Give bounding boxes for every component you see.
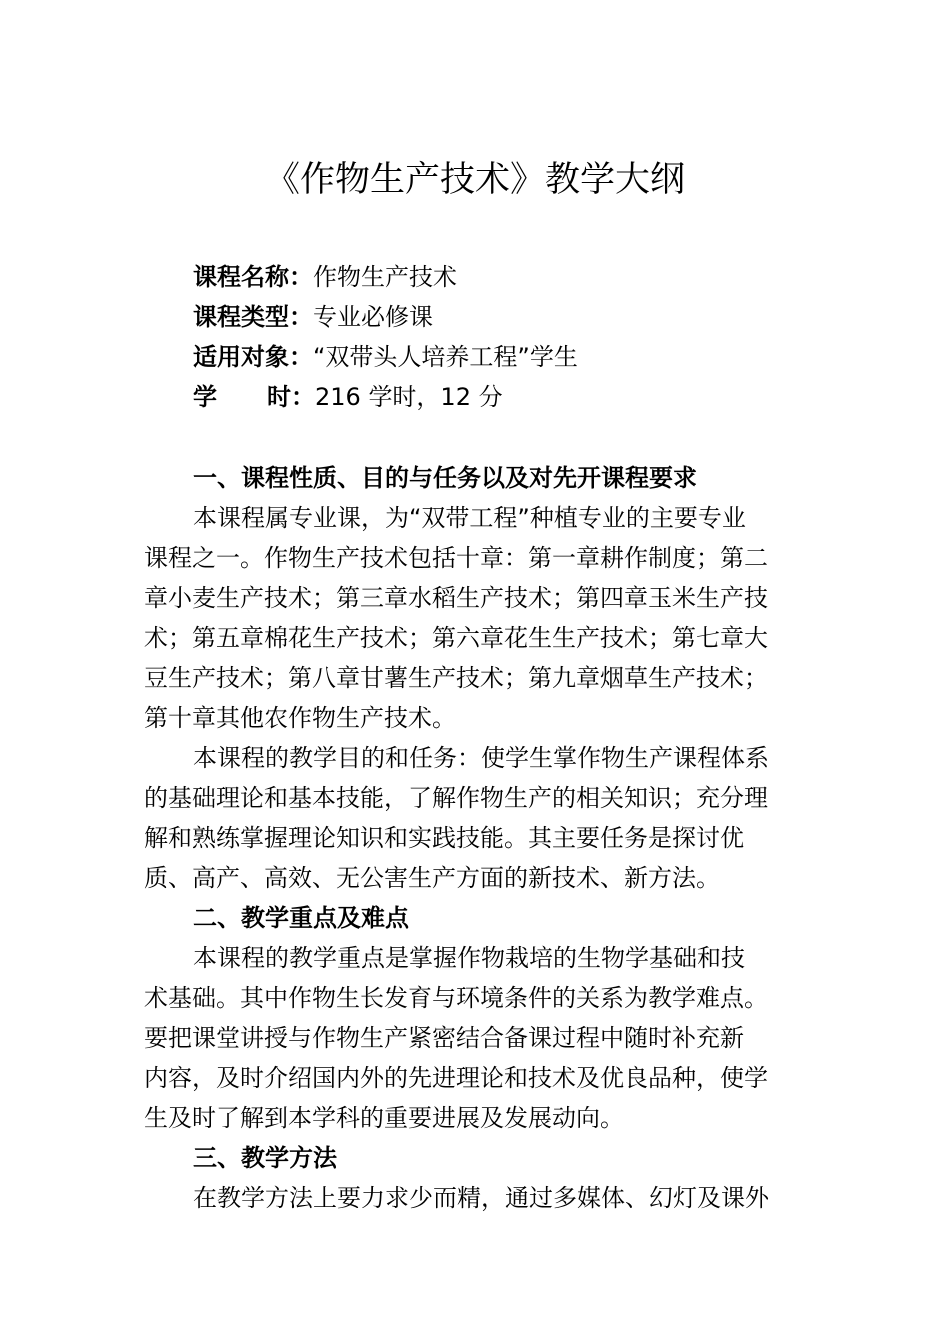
- target-audience-label: 适用对象：: [193, 343, 313, 371]
- course-name-label: 课程名称：: [193, 263, 313, 291]
- paragraph-line: 本课程的教学重点是掌握作物栽培的生物学基础和技: [193, 944, 745, 972]
- course-type-label: 课程类型：: [193, 303, 313, 331]
- section-2-heading: 二、教学重点及难点: [193, 904, 409, 932]
- target-audience-row: [193, 337, 578, 377]
- paragraph-line: 在教学方法上要力求少而精，通过多媒体、幻灯及课外: [193, 1184, 769, 1212]
- course-name-value: 作物生产技术: [313, 263, 457, 291]
- section-1-paragraph-2: [144, 738, 814, 898]
- course-type-row: [193, 297, 433, 337]
- paragraph-line: 术；第五章棉花生产技术；第六章花生生产技术；第七章大: [144, 624, 768, 652]
- hours-label-first: 学: [193, 383, 217, 411]
- paragraph-line: 内容，及时介绍国内外的先进理论和技术及优良品种，使学: [144, 1064, 768, 1092]
- paragraph-line: 豆生产技术；第八章甘薯生产技术；第九章烟草生产技术；: [144, 664, 768, 692]
- paragraph-line: 本课程的教学目的和任务：使学生掌作物生产课程体系: [193, 744, 769, 772]
- paragraph-line: 课程之一。作物生产技术包括十章：第一章耕作制度；第二: [144, 544, 768, 572]
- paragraph-line: 第十章其他农作物生产技术。: [144, 704, 456, 732]
- hours-row: [193, 377, 503, 417]
- paragraph-line: 解和熟练掌握理论知识和实践技能。其主要任务是探讨优: [144, 824, 744, 852]
- section-1-heading: 一、课程性质、目的与任务以及对先开课程要求: [193, 464, 697, 492]
- section-3-heading: 三、教学方法: [193, 1144, 337, 1172]
- paragraph-line: 要把课堂讲授与作物生产紧密结合备课过程中随时补充新: [144, 1024, 744, 1052]
- document-title: 《作物生产技术》教学大纲: [264, 160, 685, 200]
- paragraph-line: 本课程属专业课，为“双带工程”种植专业的主要专业: [193, 504, 746, 532]
- section-2-paragraph-1: [144, 938, 814, 1138]
- paragraph-line: 的基础理论和基本技能，了解作物生产的相关知识；充分理: [144, 784, 768, 812]
- course-type-value: 专业必修课: [313, 303, 433, 331]
- paragraph-line: 质、高产、高效、无公害生产方面的新技术、新方法。: [144, 864, 720, 892]
- hours-label-second: 时：: [267, 383, 315, 411]
- paragraph-line: 章小麦生产技术；第三章水稻生产技术；第四章玉米生产技: [144, 584, 768, 612]
- hours-value: 216 学时，12 分: [315, 383, 503, 411]
- section-3-paragraph-1: [144, 1178, 814, 1218]
- target-audience-value: “双带头人培养工程”学生: [313, 343, 578, 371]
- course-name-row: [193, 257, 457, 297]
- section-1-paragraph-1: [144, 498, 814, 738]
- paragraph-line: 生及时了解到本学科的重要进展及发展动向。: [144, 1104, 624, 1132]
- paragraph-line: 术基础。其中作物生长发育与环境条件的关系为教学难点。: [144, 984, 768, 1012]
